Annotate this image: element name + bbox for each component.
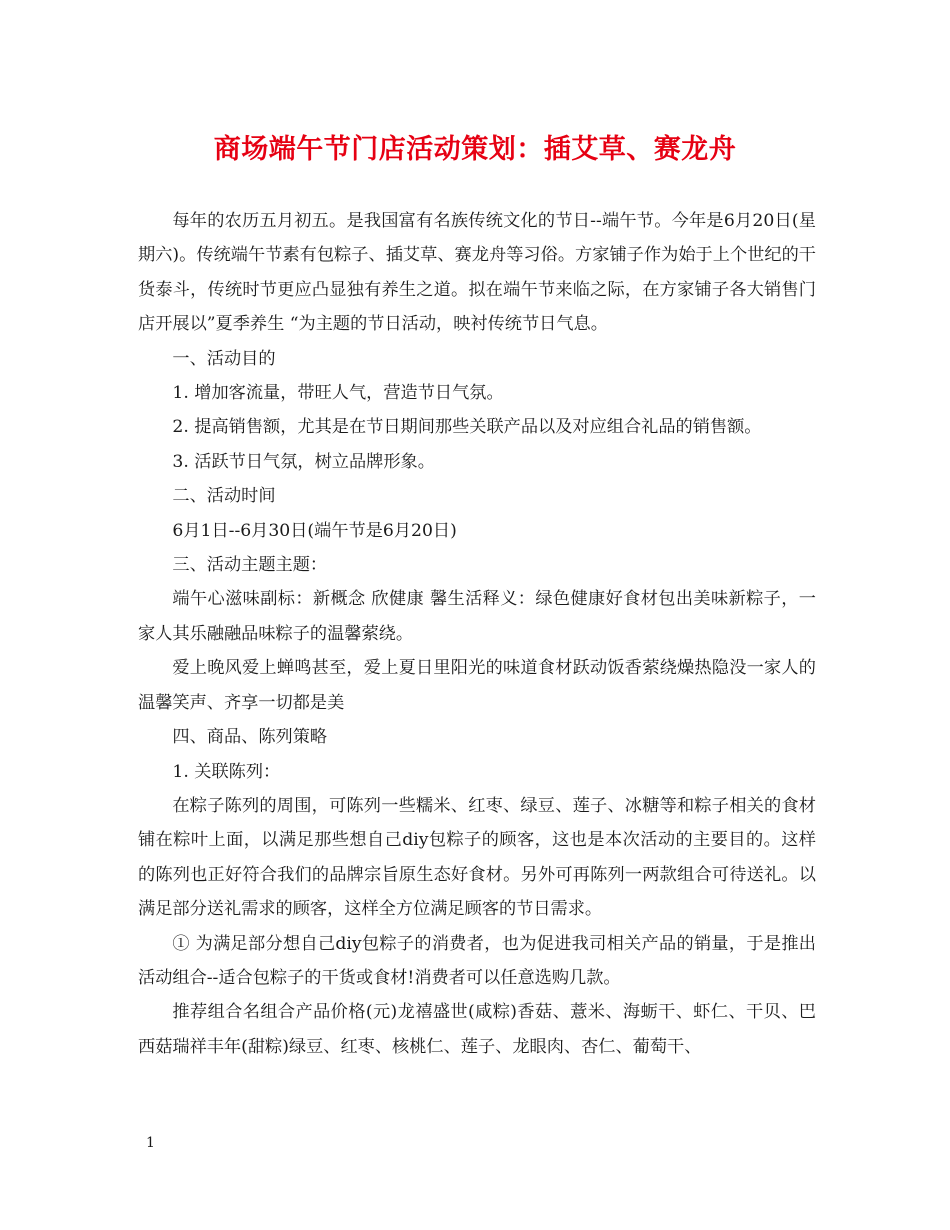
paragraph: 爱上晚风爱上蝉鸣甚至，爱上夏日里阳光的味道食材跃动饭香萦绕燥热隐没一家人的温馨笑声、齐享一切都是美 xyxy=(138,658,816,713)
paragraph: 每年的农历五月初五。是我国富有名族传统文化的节日--端午节。今年是6月20日(星期六)。传统端午节素有包粽子、插艾草、赛龙舟等习俗。方家铺子作为始于上个世纪的干货泰斗，传统时节更应凸显独有养生之道。拟在端午节来临之际，在方家铺子各大销售门店开展以”夏季养生 “为主题的节日活动，映衬传统节日气息。 xyxy=(138,211,816,335)
page-number: 1 xyxy=(146,1135,155,1151)
document-title: 商场端午节门店活动策划：插艾草、赛龙舟 xyxy=(213,134,737,165)
paragraph: 6月1日--6月30日(端午节是6月20日) xyxy=(172,520,457,541)
document-body xyxy=(138,204,816,1064)
list-item: 3. 活跃节日气氛，树立品牌形象。 xyxy=(172,451,435,472)
paragraph: 端午心滋味副标：新概念 欣健康 馨生活释义：绿色健康好食材包出美味新粽子，一家人其乐融融品味粽子的温馨萦绕。 xyxy=(138,589,816,644)
paragraph: ① 为满足部分想自己diy包粽子的消费者，也为促进我司相关产品的销量，于是推出活动组合--适合包粽子的干货或食材!消费者可以任意选购几款。 xyxy=(138,933,816,988)
paragraph: 在粽子陈列的周围，可陈列一些糯米、红枣、绿豆、莲子、冰糖等和粽子相关的食材铺在粽叶上面，以满足那些想自己diy包粽子的顾客，这也是本次活动的主要目的。这样的陈列也正好符合我们的品牌宗旨原生态好食材。另外可再陈列一两款组合可待送礼。以满足部分送礼需求的顾客，这样全方位满足顾客的节日需求。 xyxy=(138,795,816,920)
list-item: 2. 提高销售额，尤其是在节日期间那些关联产品以及对应组合礼品的销售额。 xyxy=(172,417,762,438)
section-heading: 一、活动目的 xyxy=(172,348,276,369)
list-item: 1. 增加客流量，带旺人气，营造节日气氛。 xyxy=(172,383,504,404)
list-item: 1. 关联陈列： xyxy=(172,761,281,782)
section-heading: 二、活动时间 xyxy=(172,486,276,507)
section-heading: 四、商品、陈列策略 xyxy=(172,727,328,748)
paragraph: 推荐组合名组合产品价格(元)龙禧盛世(咸粽)香菇、薏米、海蛎干、虾仁、干贝、巴西菇瑞祥丰年(甜粽)绿豆、红枣、核桃仁、莲子、龙眼肉、杏仁、葡萄干、 xyxy=(138,1002,816,1057)
section-heading: 三、活动主题主题： xyxy=(172,555,328,576)
